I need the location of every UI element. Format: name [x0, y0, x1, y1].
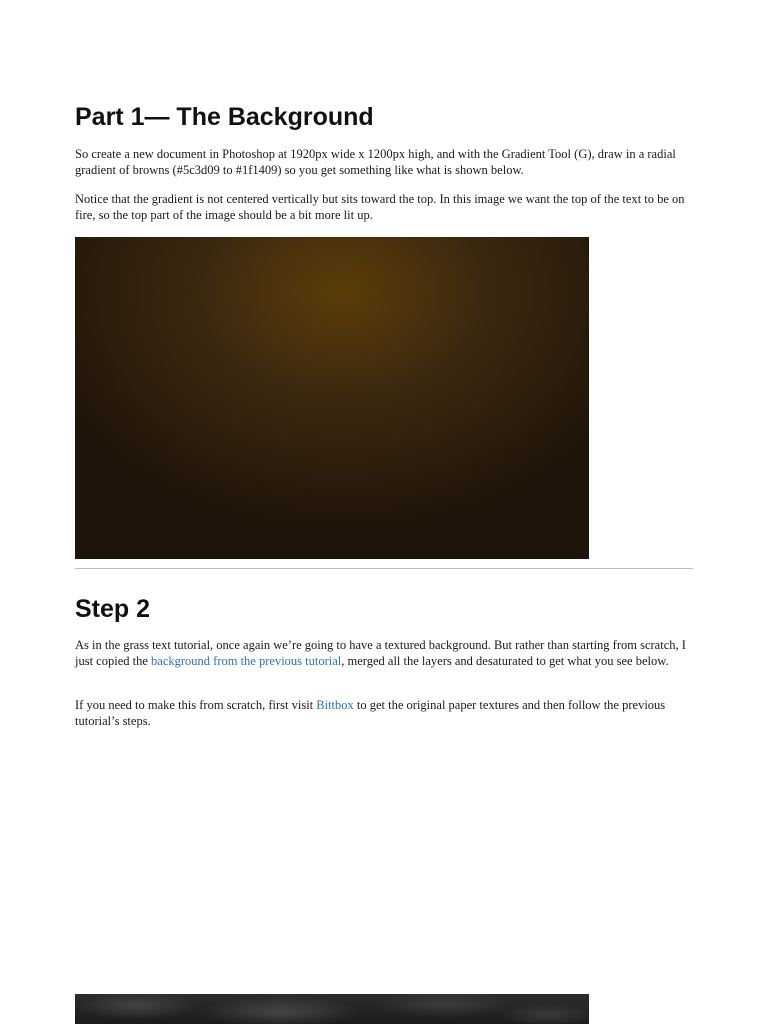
paragraph-text-segment: , merged all the layers and desaturated to get what you see below. [341, 653, 669, 668]
paragraph-gradient-position: Notice that the gradient is not centered vertically but sits toward the top. In this image we want the top of the text to be on fire, so the top part of the image should be a bit more lit up. [75, 192, 685, 222]
section-heading-part1: Part 1— The Background [75, 103, 374, 131]
paragraph-from-scratch [75, 698, 693, 729]
desaturated-texture-image [75, 994, 589, 1024]
radial-gradient-image [75, 237, 589, 559]
bittbox-link[interactable]: Bittbox [316, 698, 354, 712]
section-divider [75, 568, 693, 569]
paragraph-text-segment: If you need to make this from scratch, first visit [75, 698, 317, 712]
paragraph-text-segment: to get the original paper textures and then follow the previous tutorial’s steps. [75, 698, 666, 728]
previous-tutorial-link[interactable]: background from the previous tutorial [151, 653, 342, 668]
paragraph-textured-background [75, 638, 693, 669]
paragraph-text-segment: As in the grass text tutorial, once again we’re going to have a textured background. But rather than starting from scratch, I just copied the [75, 638, 686, 668]
section-heading-step2: Step 2 [75, 595, 151, 623]
paragraph-create-document: So create a new document in Photoshop at 1920px wide x 1200px high, and with the Gradient Tool (G), draw in a radial gradient of browns (#5c3d09 to #1f1409) so you get something like what is shown below. [75, 147, 676, 177]
document-page [75, 0, 693, 1024]
